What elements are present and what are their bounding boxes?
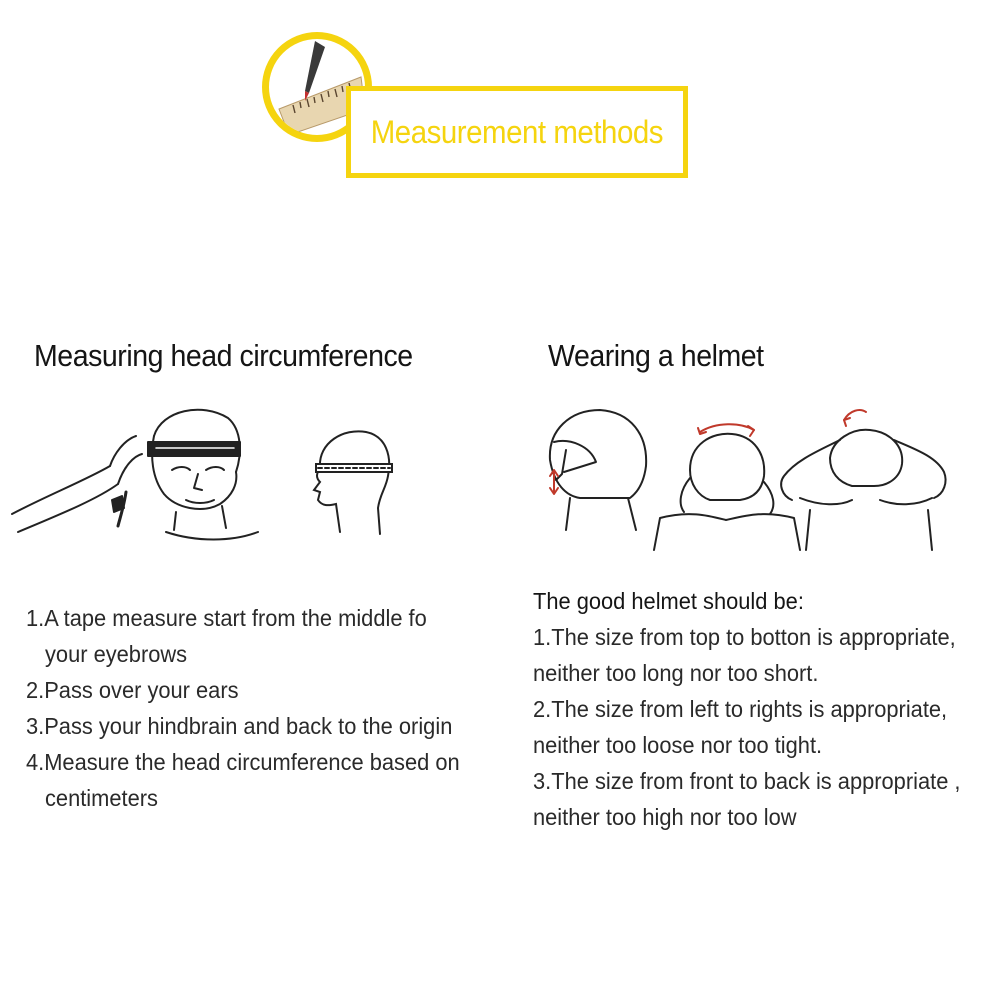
- helmet-criteria: [533, 583, 983, 835]
- measuring-steps: [26, 600, 482, 816]
- wearing-title: Wearing a helmet: [548, 338, 764, 373]
- header-banner: [262, 32, 702, 192]
- criteria-3: 3.The size from front to back is appropriate ,: [533, 768, 961, 794]
- step-4-cont: centimeters: [45, 785, 158, 811]
- banner-title-box: [346, 86, 688, 178]
- criteria-2: 2.The size from left to rights is appropriate,: [533, 696, 948, 722]
- step-1: 1.A tape measure start from the middle fo: [26, 605, 427, 631]
- helmet-wearing-illustration: [540, 400, 950, 560]
- head-profile-illustration: [296, 428, 406, 540]
- criteria-1: 1.The size from top to botton is appropriate,: [533, 624, 956, 650]
- step-1-cont: your eyebrows: [45, 641, 188, 667]
- criteria-2-cont: neither too loose nor too tight.: [533, 732, 823, 758]
- step-4: 4.Measure the head circumference based on: [26, 749, 460, 775]
- step-2: 2.Pass over your ears: [26, 677, 239, 703]
- step-3: 3.Pass your hindbrain and back to the origin: [26, 713, 453, 739]
- measuring-title: Measuring head circumference: [34, 338, 413, 373]
- criteria-heading: The good helmet should be:: [533, 588, 804, 614]
- criteria-1-cont: neither too long nor too short.: [533, 660, 819, 686]
- criteria-3-cont: neither too high nor too low: [533, 804, 797, 830]
- banner-title: Measurement methods: [370, 113, 664, 150]
- man-measuring-illustration: [6, 396, 268, 566]
